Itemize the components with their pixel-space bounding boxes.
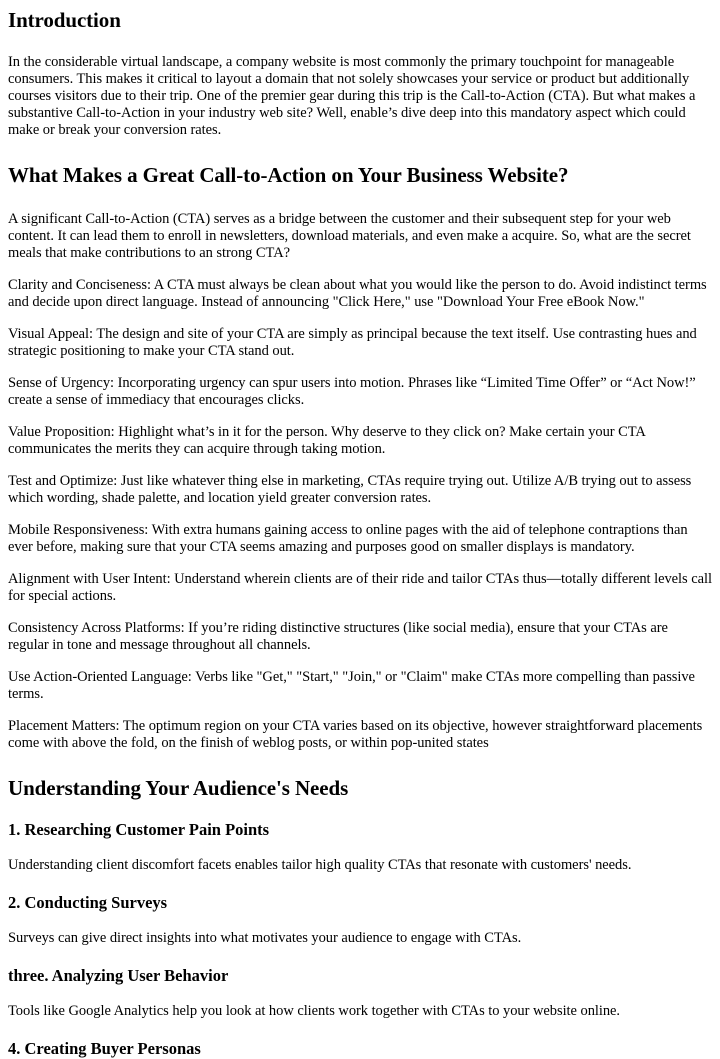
tip-value-proposition: Value Proposition: Highlight what’s in it for the person. Why deserve to they click on? Make certain your CTA communicates the merits they can acquire through taking motion. (8, 424, 646, 457)
subsection-heading-buyer-personas: 4. Creating Buyer Personas (8, 1039, 201, 1058)
subsection-paragraph-user-behavior: Tools like Google Analytics help you look at how clients work together with CTAs to your website online. (8, 1003, 621, 1019)
cta-section-intro: A significant Call-to-Action (CTA) serves as a bridge between the customer and their subsequent step for your web content. It can lead them to enroll in newsletters, download materials, and even make a acquire. So, what are the secret meals that make contributions to an strong CTA? (8, 211, 691, 261)
subsection-heading-pain-points: 1. Researching Customer Pain Points (8, 820, 270, 839)
tip-urgency: Sense of Urgency: Incorporating urgency can spur users into motion. Phrases like “Limited Time Offer” or “Act Now!” create a sense of immediacy that encourages clicks. (8, 375, 696, 408)
introduction-paragraph: In the considerable virtual landscape, a company website is most commonly the primary touchpoint for manageable consumers. This makes it critical to layout a domain that not solely showcases your service or product but additionally courses visitors due to their trip. One of the premier gear during this trip is the Call-to-Action (CTA). But what makes a substantive Call-to-Action in your industry web site? Well, enable’s dive deep into this mandatory aspect which could make or break your conversion rates. (8, 54, 696, 138)
tip-action-language: Use Action-Oriented Language: Verbs like "Get," "Start," "Join," or "Claim" make CTAs more compelling than passive terms. (8, 669, 695, 702)
subsection-heading-surveys: 2. Conducting Surveys (8, 893, 168, 912)
tip-consistency: Consistency Across Platforms: If you’re riding distinctive structures (like social media), ensure that your CTAs are regular in tone and message throughout all channels. (8, 620, 668, 653)
subsection-paragraph-pain-points: Understanding client discomfort facets enables tailor high quality CTAs that resonate with customers' needs. (8, 857, 632, 873)
tip-user-intent: Alignment with User Intent: Understand wherein clients are of their ride and tailor CTAs thus—totally different levels call for special actions. (8, 571, 712, 604)
tip-visual-appeal: Visual Appeal: The design and site of your CTA are simply as principal because the text itself. Use contrasting hues and strategic positioning to make your CTA stand out. (8, 326, 697, 359)
tip-clarity: Clarity and Conciseness: A CTA must always be clean about what you would like the person to do. Avoid indistinct terms and decide upon direct language. Instead of announcing "Click Here," use "Download Your Free eBook Now." (8, 277, 707, 310)
subsection-heading-user-behavior: three. Analyzing User Behavior (8, 966, 229, 985)
tip-placement: Placement Matters: The optimum region on your CTA varies based on its objective, however straightforward placements come with above the fold, on the finish of weblog posts, or within pop-united states (8, 718, 703, 751)
audience-section-heading: Understanding Your Audience's Needs (8, 776, 349, 800)
introduction-heading: Introduction (8, 8, 121, 32)
subsection-paragraph-surveys: Surveys can give direct insights into what motivates your audience to engage with CTAs. (8, 930, 522, 946)
tip-mobile-responsiveness: Mobile Responsiveness: With extra humans gaining access to online pages with the aid of telephone contraptions than ever before, making sure that your CTA seems amazing and purposes good on smaller displays is mandatory. (8, 522, 688, 555)
tip-test-optimize: Test and Optimize: Just like whatever thing else in marketing, CTAs require trying out. Utilize A/B trying out to assess which wording, shade palette, and location yield greater conversion rates. (8, 473, 692, 506)
cta-section-heading: What Makes a Great Call-to-Action on Your Business Website? (8, 163, 569, 187)
